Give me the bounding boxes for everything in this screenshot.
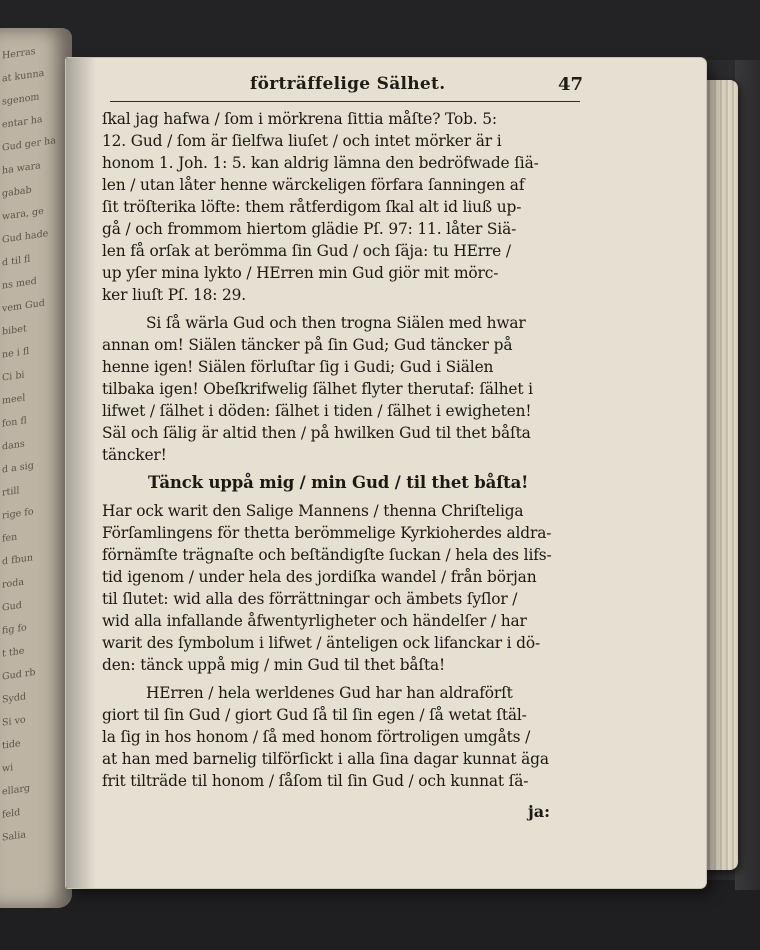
facing-page-fragment: ellarg xyxy=(2,782,30,798)
text-line: täncker! xyxy=(102,446,167,464)
catchword: ja: xyxy=(528,802,551,821)
facing-page-fragment: rtill xyxy=(2,485,20,499)
text-line: tilbaka igen! Obeſkrifwelig ſälhet flyter therutaf: ſälhet i xyxy=(102,380,533,398)
text-line: wid alla infallande åfwentyrligheter och händelſer / har xyxy=(102,612,527,630)
facing-page-fragment: Herras xyxy=(2,45,36,62)
text-line: Förſamlingens för thetta berömmelige Kyrkioherdes aldra- xyxy=(102,524,552,542)
facing-page-fragment: feld xyxy=(2,807,21,821)
text-line: 12. Gud / ſom är ſielfwa liuſet / och intet mörker är i xyxy=(102,132,502,150)
text-line: up yſer mina lykto / HErren min Gud giör mit mörc- xyxy=(102,264,499,282)
text-line: Si ſå wärla Gud och then trogna Siälen med hwar xyxy=(146,314,526,332)
facing-page-fragment: Ci bi xyxy=(2,369,25,384)
facing-page-fragment: ne i fl xyxy=(2,345,30,361)
page-header xyxy=(100,74,600,98)
facing-page-fragment: tide xyxy=(2,738,21,752)
facing-page-fragment: sgenom xyxy=(2,91,40,108)
text-line: len / utan låter henne wärckeligen förfara ſanningen af xyxy=(102,176,525,194)
facing-page-fragment: d a sig xyxy=(2,460,34,476)
facing-page-fragment: Gud rb xyxy=(2,666,36,683)
facing-page-fragment: fen xyxy=(2,531,18,545)
running-head: förträffelige Sälhet. xyxy=(250,74,446,94)
text-line: at han med barnelig tilförſickt i alla ſina dagar kunnat äga xyxy=(102,750,549,768)
facing-page-fragment: Gud hade xyxy=(2,228,49,246)
facing-page-fragment: roda xyxy=(2,576,25,591)
text-line: honom 1. Joh. 1: 5. kan aldrig lämna den bedröfwade ſiä- xyxy=(102,154,539,172)
section-heading: Tänck uppå mig / min Gud / til thet båſta! xyxy=(148,473,529,492)
text-line: tid igenom / under hela des jordiſka wandel / från början xyxy=(102,568,537,586)
facing-page-fragment: Gud ger ha xyxy=(2,135,56,154)
facing-page-fragment: fig fo xyxy=(2,622,27,637)
facing-page-fragment: fon fl xyxy=(2,415,27,430)
facing-page-fragment: entar ha xyxy=(2,113,43,131)
text-line: ker liuſt Pſ. 18: 29. xyxy=(102,286,247,304)
facing-page-left xyxy=(0,28,72,908)
text-line: warit des ſymbolum i lifwet / änteligen ock lifanckar i dö- xyxy=(102,634,541,652)
facing-page-fragment: Sydd xyxy=(2,691,27,706)
facing-page-fragment: bibet xyxy=(2,323,27,338)
facing-page-fragment: wara, ge xyxy=(2,205,44,223)
text-line: annan om! Siälen täncker på ſin Gud; Gud täncker på xyxy=(102,336,513,354)
facing-page-fragment: Salia xyxy=(2,829,26,844)
text-line: len få orſak at berömma ſin Gud / och ſäja: tu HErre / xyxy=(102,242,511,260)
facing-page-fragment: rige fo xyxy=(2,506,34,522)
scanner-background-bottom xyxy=(0,880,760,950)
text-line: lifwet / ſälhet i döden: ſälhet i tiden / ſälhet i ewigheten! xyxy=(102,402,532,420)
facing-page-fragment: d til fl xyxy=(2,253,31,269)
text-line: Säl och ſälig är altid then / på hwilken Gud til thet båſta xyxy=(102,424,531,442)
text-line: giort til ſin Gud / giort Gud ſå til ſin egen / ſå wetat ſtäl- xyxy=(102,706,527,724)
scanner-background-top xyxy=(0,0,760,60)
facing-page-fragment: gabab xyxy=(2,184,32,200)
text-line: HErren / hela werldenes Gud har han aldraförſt xyxy=(146,684,513,702)
facing-page-fragment: Si vo xyxy=(2,714,26,729)
facing-page-fragment: d fbun xyxy=(2,552,33,568)
text-line: förnämſte trägnaſte och beſtändigſte ſuckan / hela des lifs- xyxy=(102,546,552,564)
page-number: 47 xyxy=(558,74,584,95)
facing-page-fragment: wi xyxy=(2,762,14,775)
text-line: henne igen! Siälen förluſtar ſig i Gudi; Gud i Siälen xyxy=(102,358,494,376)
facing-page-fragment: meel xyxy=(2,392,26,407)
body-text xyxy=(102,108,592,792)
facing-page-fragment: t the xyxy=(2,645,25,660)
scanner-background-right xyxy=(735,60,760,890)
header-rule xyxy=(110,101,580,102)
text-line: frit tilträde til honom / ſåſom til ſin Gud / och kunnat ſä- xyxy=(102,772,529,790)
text-line: den: tänck uppå mig / min Gud til thet båſta! xyxy=(102,656,446,674)
facing-page-fragment: at kunna xyxy=(2,67,45,85)
text-line: la ſig in hos honom / ſå med honom förtroligen umgåts / xyxy=(102,728,531,746)
facing-page-fragment: dans xyxy=(2,438,25,453)
text-line: gå / och frommom hiertom glädie Pſ. 97: 11. låter Siä- xyxy=(102,220,517,238)
text-line: ſit tröſterika löfte: them råtferdigom ſkal alt id liuß up- xyxy=(102,198,522,216)
facing-page-fragment: ha wara xyxy=(2,160,41,177)
facing-page-fragment: vem Gud xyxy=(2,297,45,315)
facing-page-fragment: ns med xyxy=(2,275,37,292)
text-line: ſkal jag hafwa / ſom i mörkrena ſittia måſte? Tob. 5: xyxy=(102,110,497,128)
text-line: til ſlutet: wid alla des förrättningar och ämbets ſyſlor / xyxy=(102,590,518,608)
facing-page-fragment: Gud xyxy=(2,599,22,614)
text-line: Har ock warit den Salige Mannens / thenna Chriſteliga xyxy=(102,502,524,520)
page-gutter-shadow xyxy=(66,58,96,888)
